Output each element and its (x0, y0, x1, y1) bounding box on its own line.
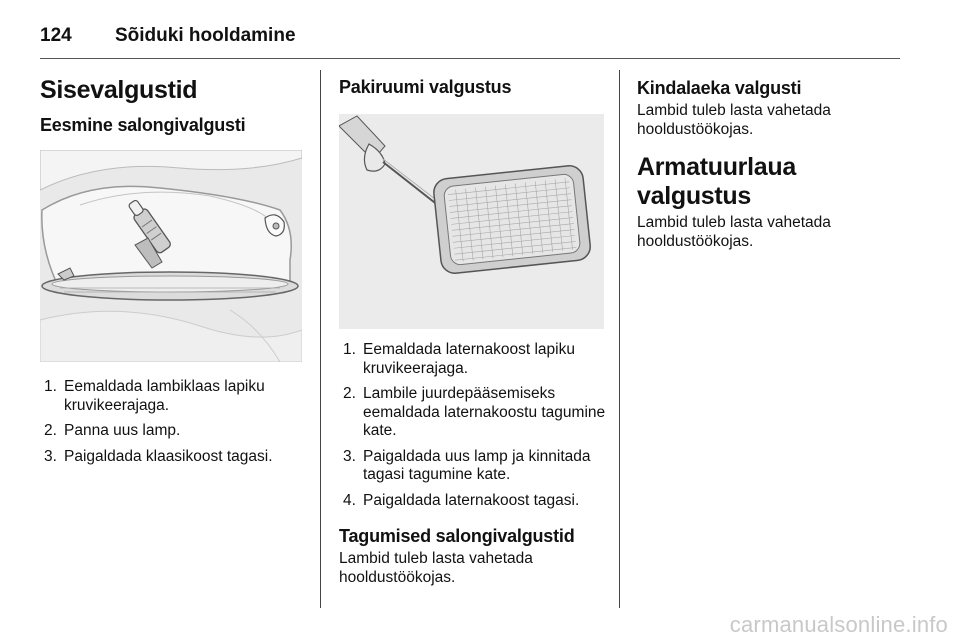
load-compartment-light-illustration (339, 114, 604, 329)
section-heading-interior-lights: Sisevalgustid (40, 76, 198, 104)
list-item: 3. Paigaldada uus lamp ja kinnitada tagasi tagumine kate. (343, 447, 591, 483)
list-item: 1. Eemaldada lambiklaas lapiku kruvikeerajaga. (44, 378, 265, 414)
subheading-load-compartment-light: Pakiruumi valgustus (339, 77, 512, 97)
subheading-front-courtesy-light: Eesmine salongivalgusti (40, 115, 246, 135)
column-divider-1 (320, 70, 321, 608)
column-1 (40, 68, 305, 473)
load-light-steps (339, 341, 607, 510)
page-number: 124 (40, 25, 72, 46)
list-item: 4. Paigaldada laternakoost tagasi. (343, 491, 580, 509)
list-item: 2. Panna uus lamp. (44, 422, 181, 439)
page-title: Sõiduki hooldamine (115, 25, 296, 46)
column-3 (637, 68, 902, 265)
rear-lights-text: Lambid tuleb lasta vahetada hooldustöökojas. (339, 550, 533, 586)
load-light-drawing-icon (339, 114, 604, 329)
section-heading-instrument-panel-lighting: Armatuurlaua valgustus (637, 153, 796, 210)
page-header (40, 14, 900, 58)
front-light-illustration (40, 150, 302, 362)
front-light-steps (40, 378, 305, 466)
header-divider (40, 58, 900, 59)
column-divider-2 (619, 70, 620, 608)
list-item: 3. Paigaldada klaasikoost tagasi. (44, 447, 273, 465)
instrument-panel-text: Lambid tuleb lasta vahetada hooldustöökojas. (637, 214, 831, 250)
subheading-glovebox-light: Kindalaeka valgusti (637, 78, 802, 98)
watermark: carmanualsonline.info (729, 612, 948, 637)
list-item: 2. Lambile juurdepääsemiseks eemaldada laternakoostu tagumine kate. (343, 385, 606, 439)
column-2 (339, 68, 607, 601)
front-light-drawing-icon (40, 150, 302, 362)
glovebox-light-text: Lambid tuleb lasta vahetada hooldustöökojas. (637, 102, 831, 138)
list-item: 1. Eemaldada laternakoost lapiku kruvikeerajaga. (343, 341, 575, 377)
subheading-rear-courtesy-lights: Tagumised salongivalgustid (339, 526, 575, 546)
